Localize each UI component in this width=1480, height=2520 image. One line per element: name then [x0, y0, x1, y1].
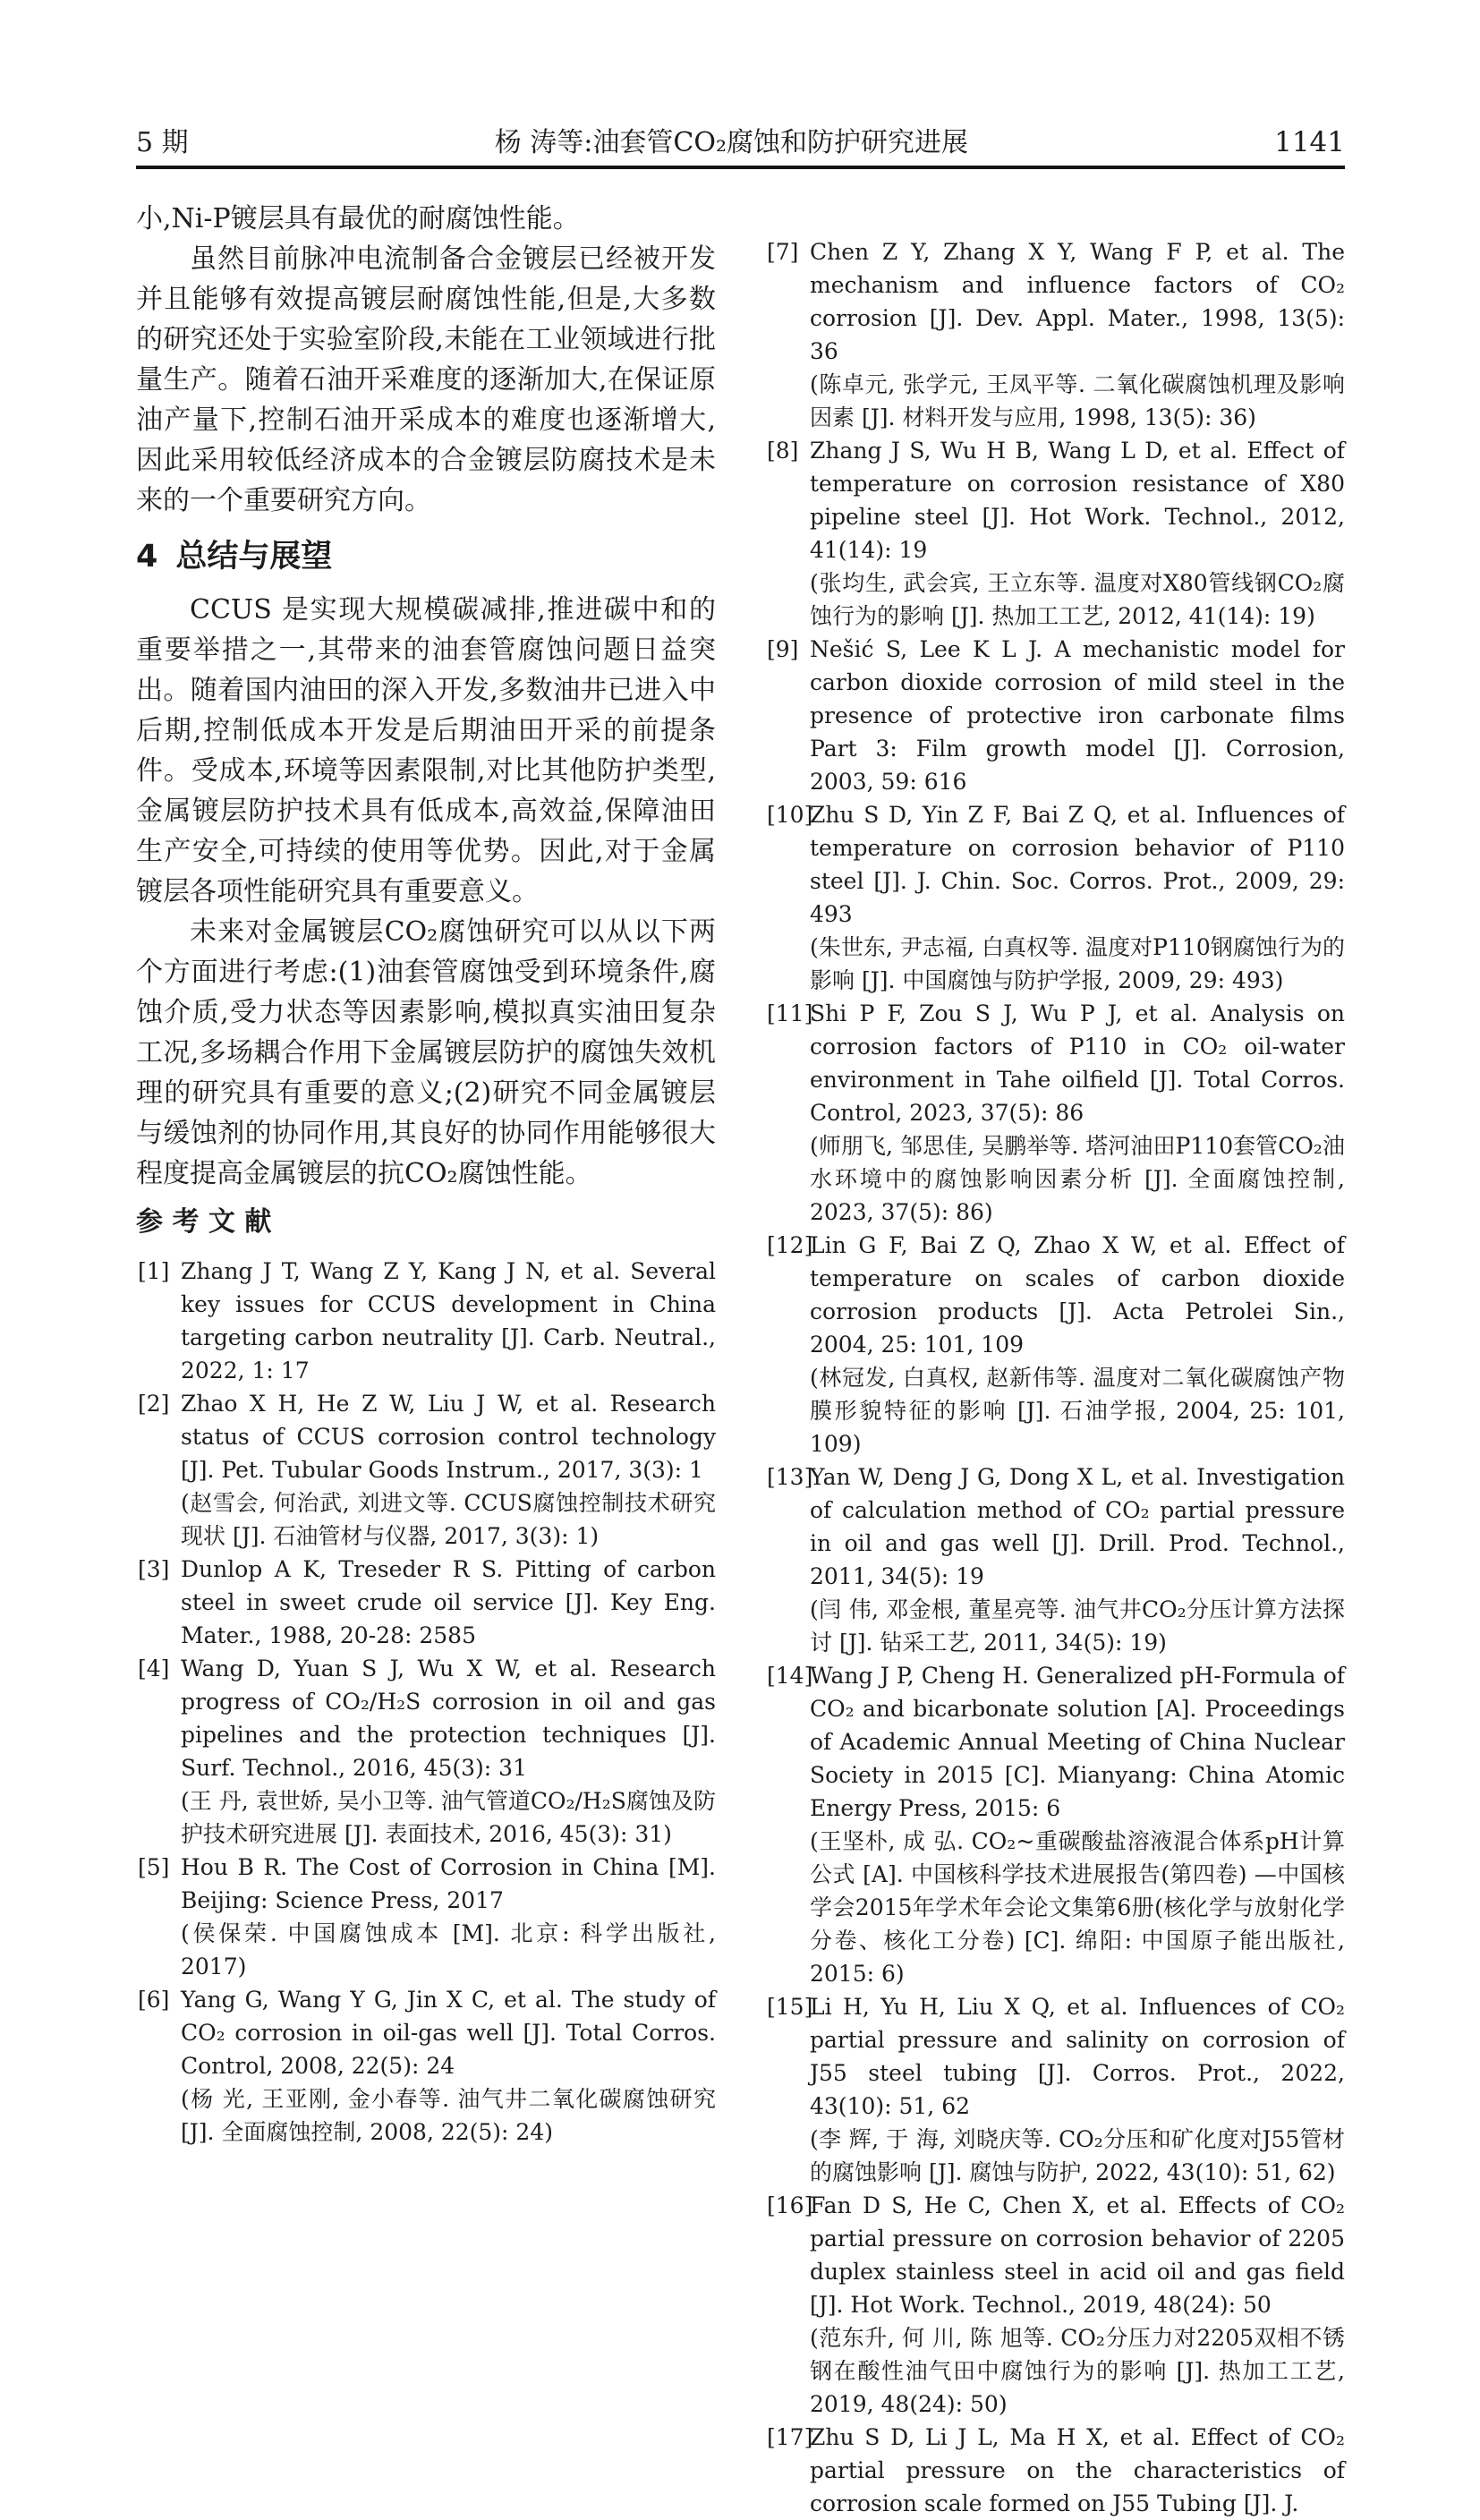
header-rule	[136, 166, 1345, 169]
reference-text-en: Wang D, Yuan S J, Wu X W, et al. Research progress of CO₂/H₂S corrosion in oil and gas pipelines and the protection techniques [J]. Surf. Technol., 2016, 45(3): 31	[181, 1656, 716, 1781]
reference-label: [15]	[767, 1994, 813, 2020]
page-header	[136, 120, 1345, 159]
reference-text-zh: (李 辉, 于 海, 刘晓庆等. CO₂分压和矿化度对J55管材的腐蚀影响 [J]. 腐蚀与防护, 2022, 43(10): 51, 62)	[810, 2126, 1345, 2185]
reference-label: [12]	[767, 1232, 813, 1258]
reference-text-en: Li H, Yu H, Liu X Q, et al. Influences of CO₂ partial pressure and salinity on corrosion of J55 steel tubing [J]. Corros. Prot., 2022, 43(10): 51, 62	[810, 1994, 1345, 2119]
reference-label: [10]	[767, 802, 813, 828]
reference-text-en: Zhang J T, Wang Z Y, Kang J N, et al. Several key issues for CCUS development in China targeting carbon neutrality [J]. Carb. Neutral., 2022, 1: 17	[181, 1258, 716, 1383]
reference-label: [3]	[138, 1556, 170, 1582]
reference-text-zh: (陈卓元, 张学元, 王凤平等. 二氧化碳腐蚀机理及影响因素 [J]. 材料开发与应用, 1998, 13(5): 36)	[810, 371, 1345, 430]
issue-label: 5 期	[136, 127, 189, 158]
reference-text-en: Chen Z Y, Zhang X Y, Wang F P, et al. The mechanism and influence factors of CO₂ corrosion [J]. Dev. Appl. Mater., 1998, 13(5): 36	[810, 239, 1345, 364]
reference-label: [2]	[138, 1391, 170, 1417]
reference-item	[136, 1851, 716, 1983]
reference-item	[136, 1553, 716, 1652]
reference-text-en: Zhao X H, He Z W, Liu J W, et al. Research status of CCUS corrosion control technology [J]. Pet. Tubular Goods Instrum., 2017, 3(3): 1	[181, 1391, 716, 1483]
reference-text-en: Yan W, Deng J G, Dong X L, et al. Investigation of calculation method of CO₂ partial pressure in oil and gas well [J]. Drill. Prod. Technol., 2011, 34(5): 19	[810, 1464, 1345, 1589]
reference-item	[765, 798, 1345, 997]
reference-label: [14]	[767, 1663, 813, 1689]
reference-text-zh: (闫 伟, 邓金根, 董星亮等. 油气井CO₂分压计算方法探讨 [J]. 钻采工艺, 2011, 34(5): 19)	[810, 1596, 1345, 1656]
reference-label: [1]	[138, 1258, 170, 1284]
reference-item	[136, 1387, 716, 1553]
reference-item	[765, 2189, 1345, 2421]
reference-text-zh: (范东升, 何 川, 陈 旭等. CO₂分压力对2205双相不锈钢在酸性油气田中腐蚀行为的影响 [J]. 热加工工艺, 2019, 48(24): 50)	[810, 2325, 1345, 2417]
reference-text-en: Zhu S D, Li J L, Ma H X, et al. Effect of CO₂ partial pressure on the characteristics of corrosion scale formed on J55 Tubing [J]. J.	[810, 2424, 1345, 2516]
reference-item	[765, 434, 1345, 633]
reference-item	[765, 2421, 1345, 2520]
reference-text-en: Dunlop A K, Treseder R S. Pitting of carbon steel in sweet crude oil service [J]. Key Eng. Mater., 1988, 20-28: 2585	[181, 1556, 716, 1648]
references-heading: 参 考 文 献	[136, 1206, 272, 1238]
reference-label: [11]	[767, 1000, 813, 1026]
reference-text-en: Fan D S, He C, Chen X, et al. Effects of CO₂ partial pressure on corrosion behavior of 2205 duplex stainless steel in acid oil and gas field [J]. Hot Work. Technol., 2019, 48(24): 50	[810, 2192, 1345, 2318]
reference-item	[765, 1990, 1345, 2189]
continued-paragraph: 小,Ni-P镀层具有最优的耐腐蚀性能。	[136, 203, 580, 234]
summary-paragraph-1: CCUS 是实现大规模碳减排,推进碳中和的重要举措之一,其带来的油套管腐蚀问题日益突出。随着国内油田的深入开发,多数油井已进入中后期,控制低成本开发是后期油田开采的前提条件。受成本,环境等因素限制,对比其他防护类型,金属镀层防护技术具有低成本,高效益,保障油田生产安全,可持续的使用等优势。因此,对于金属镀层各项性能研究具有重要意义。	[136, 594, 716, 907]
reference-item	[765, 997, 1345, 1229]
reference-item	[136, 1652, 716, 1851]
right-column	[765, 199, 1368, 2520]
reference-text-en: Wang J P, Cheng H. Generalized pH-Formula of CO₂ and bicarbonate solution [A]. Proceedings of Academic Annual Meeting of China Nuclear Society in 2015 [C]. Mianyang: China Atomic Energy Press, 2015: 6	[810, 1663, 1345, 1821]
reference-label: [7]	[767, 239, 799, 265]
reference-label: [4]	[138, 1656, 170, 1681]
reference-label: [16]	[767, 2192, 813, 2218]
reference-text-zh: (王坚朴, 成 弘. CO₂~重碳酸盐溶液混合体系pH计算公式 [A]. 中国核科学技术进展报告(第四卷) —中国核学会2015年学术年会论文集第6册(核化学与放射化学分卷、核化工分卷) [C]. 绵阳: 中国原子能出版社, 2015: 6)	[810, 1828, 1345, 1987]
reference-list-right	[765, 199, 1368, 2520]
reference-text-en: Shi P F, Zou S J, Wu P J, et al. Analysis on corrosion factors of P110 in CO₂ oil-water environment in Tahe oilfield [J]. Total Corros. Control, 2023, 37(5): 86	[810, 1000, 1345, 1126]
reference-text-en: Zhang J S, Wu H B, Wang L D, et al. Effect of temperature on corrosion resistance of X80 pipeline steel [J]. Hot Work. Technol., 2012, 41(14): 19	[810, 438, 1345, 563]
reference-text-en: Lin G F, Bai Z Q, Zhao X W, et al. Effect of temperature on scales of carbon dioxide corrosion products [J]. Acta Petrolei Sin., 2004, 25: 101, 109	[810, 1232, 1345, 1358]
reference-label: [13]	[767, 1464, 813, 1490]
outlook-paragraph: 虽然目前脉冲电流制备合金镀层已经被开发并且能够有效提高镀层耐腐蚀性能,但是,大多数的研究还处于实验室阶段,未能在工业领域进行批量生产。随着石油开采难度的逐渐加大,在保证原油产量下,控制石油开采成本的难度也逐渐增大,因此采用较低经济成本的合金镀层防腐技术是未来的一个重要研究方向。	[136, 243, 716, 516]
reference-item	[765, 235, 1345, 434]
reference-item	[765, 1659, 1345, 1990]
page-number: 1141	[1274, 126, 1345, 158]
reference-text-zh: (林冠发, 白真权, 赵新伟等. 温度对二氧化碳腐蚀产物膜形貌特征的影响 [J]. 石油学报, 2004, 25: 101, 109)	[810, 1365, 1345, 1457]
reference-text-en: Zhu S D, Yin Z F, Bai Z Q, et al. Influences of temperature on corrosion behavior of P110 steel [J]. J. Chin. Soc. Corros. Prot., 2009, 29: 493	[810, 802, 1345, 927]
reference-text-zh: (赵雪会, 何治武, 刘进文等. CCUS腐蚀控制技术研究现状 [J]. 石油管材与仪器, 2017, 3(3): 1)	[181, 1490, 716, 1549]
reference-item	[136, 1255, 716, 1387]
reference-list-left	[136, 1255, 716, 2149]
summary-paragraph-2: 未来对金属镀层CO₂腐蚀研究可以从以下两个方面进行考虑:(1)油套管腐蚀受到环境条件,腐蚀介质,受力状态等因素影响,模拟真实油田复杂工况,多场耦合作用下金属镀层防护的腐蚀失效机理的研究具有重要的意义;(2)研究不同金属镀层与缓蚀剂的协同作用,其良好的协同作用能够很大程度提高金属镀层的抗CO₂腐蚀性能。	[136, 916, 716, 1189]
page-body	[136, 199, 1368, 2520]
reference-text-en: Hou B R. The Cost of Corrosion in China [M]. Beijing: Science Press, 2017	[181, 1854, 716, 1913]
reference-text-en: Yang G, Wang Y G, Jin X C, et al. The study of CO₂ corrosion in oil-gas well [J]. Total Corros. Control, 2008, 22(5): 24	[181, 1987, 716, 2079]
reference-text-zh: (侯保荣. 中国腐蚀成本 [M]. 北京: 科学出版社, 2017)	[181, 1920, 716, 1979]
reference-text-zh: (师朋飞, 邹思佳, 吴鹏举等. 塔河油田P110套管CO₂油水环境中的腐蚀影响因素分析 [J]. 全面腐蚀控制, 2023, 37(5): 86)	[810, 1133, 1345, 1225]
reference-label: [5]	[138, 1854, 170, 1880]
reference-item	[136, 1983, 716, 2149]
reference-label: [17]	[767, 2424, 813, 2450]
section-number: 4	[136, 539, 158, 575]
reference-text-zh: (王 丹, 袁世娇, 吴小卫等. 油气管道CO₂/H₂S腐蚀及防护技术研究进展 [J]. 表面技术, 2016, 45(3): 31)	[181, 1788, 716, 1847]
reference-text-zh: (张均生, 武会宾, 王立东等. 温度对X80管线钢CO₂腐蚀行为的影响 [J]. 热加工工艺, 2012, 41(14): 19)	[810, 570, 1345, 629]
reference-item	[765, 1460, 1345, 1659]
reference-label: [6]	[138, 1987, 170, 2013]
reference-item	[765, 1229, 1345, 1460]
section-title: 总结与展望	[175, 539, 333, 575]
reference-label: [9]	[767, 636, 799, 662]
reference-text-en: Nešić S, Lee K L J. A mechanistic model for carbon dioxide corrosion of mild steel in the presence of protective iron carbonate films Part 3: Film growth model [J]. Corrosion, 2003, 59: 616	[810, 636, 1368, 795]
reference-item	[765, 633, 1368, 798]
section-heading	[136, 536, 716, 577]
reference-text-zh: (朱世东, 尹志福, 白真权等. 温度对P110钢腐蚀行为的影响 [J]. 中国腐蚀与防护学报, 2009, 29: 493)	[810, 934, 1345, 993]
reference-text-zh: (杨 光, 王亚刚, 金小春等. 油气井二氧化碳腐蚀研究 [J]. 全面腐蚀控制, 2008, 22(5): 24)	[181, 2086, 716, 2145]
reference-label: [8]	[767, 438, 799, 464]
running-title: 杨 涛等:油套管CO₂腐蚀和防护研究进展	[494, 127, 968, 158]
left-column	[136, 199, 716, 2520]
